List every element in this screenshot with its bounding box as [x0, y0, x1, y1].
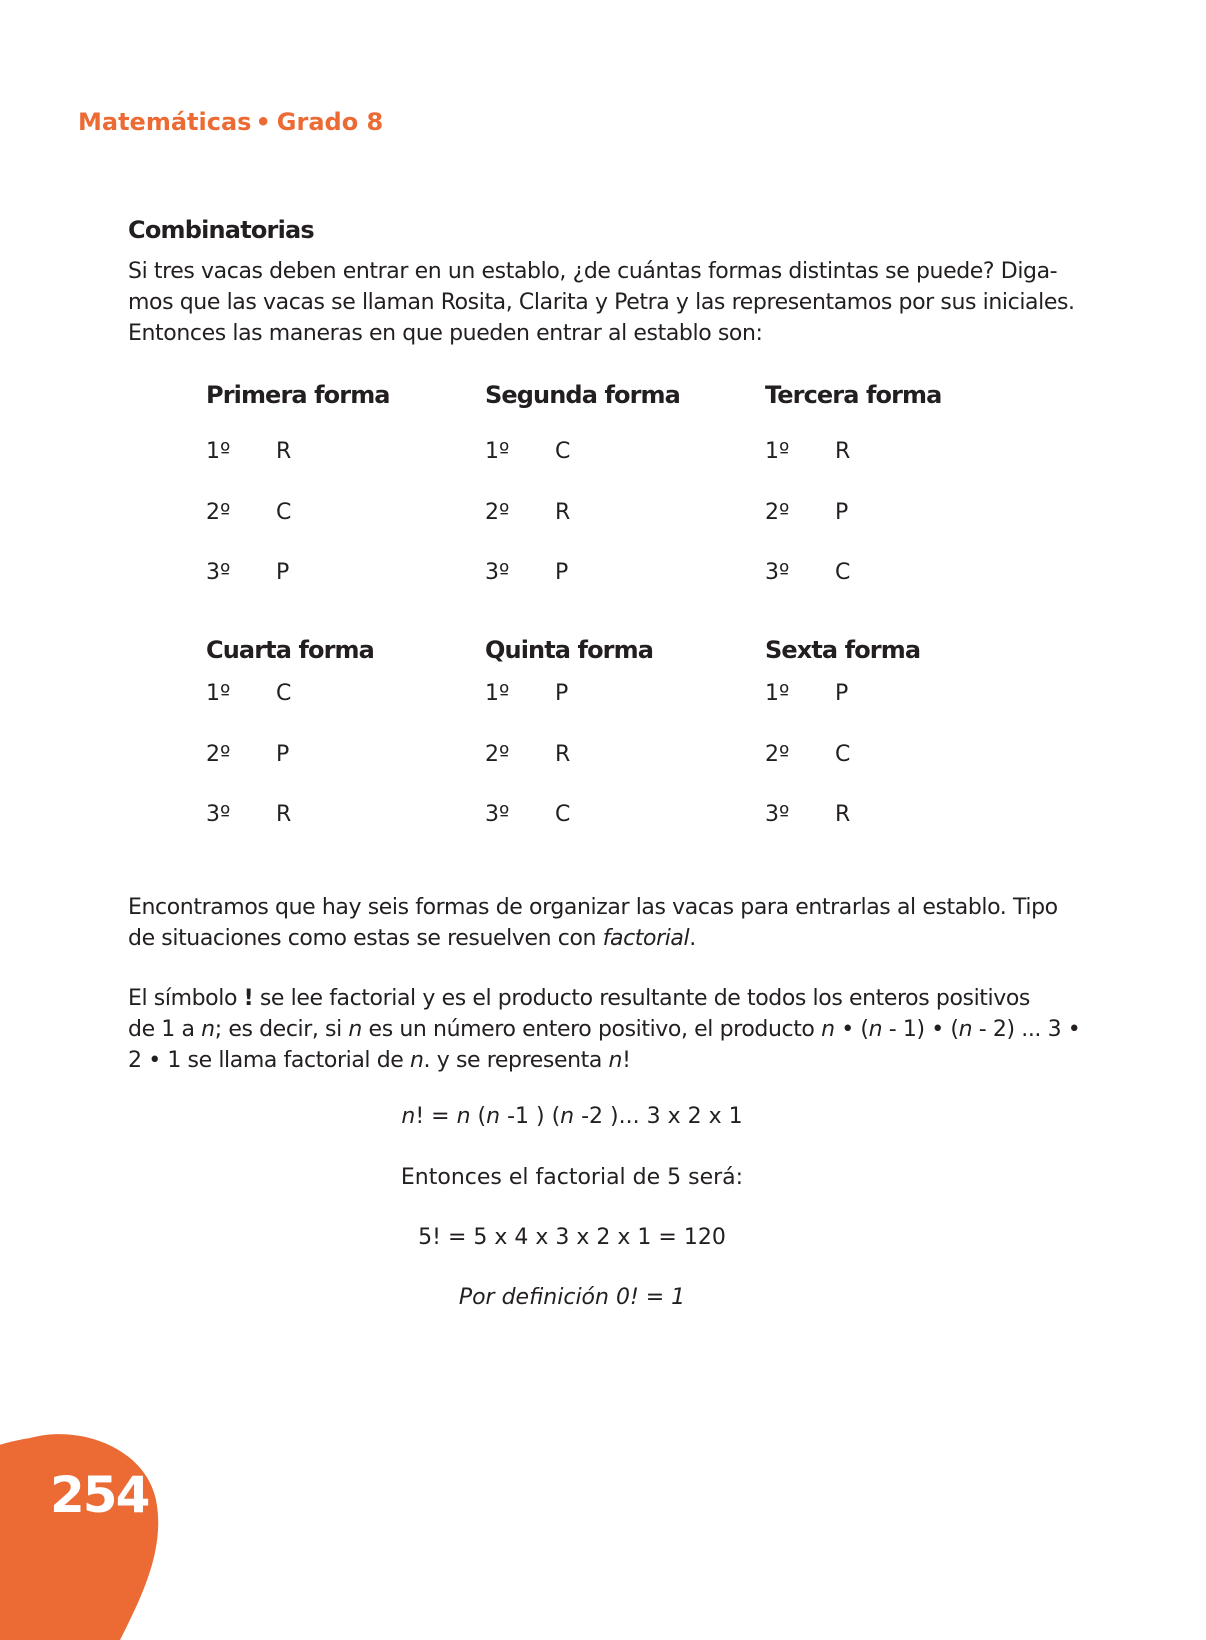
ordinal: 3º — [206, 802, 231, 827]
ordinal: 2º — [206, 500, 231, 525]
definition-line — [128, 1045, 1043, 1076]
ordinal: 1º — [206, 681, 231, 706]
factorial-term: factorial — [602, 926, 690, 951]
header-grade: Grado 8 — [276, 108, 384, 136]
form-row — [485, 680, 568, 708]
cow-initial: C — [835, 742, 851, 767]
ordinal: 1º — [765, 439, 790, 464]
cow-initial: R — [555, 500, 571, 525]
then-text: Entonces el factorial de 5 será: — [400, 1165, 744, 1190]
cow-initial: P — [555, 681, 569, 706]
form-row — [206, 499, 291, 527]
text-run: • ( — [834, 1017, 869, 1042]
form-row — [206, 741, 289, 769]
cow-initial: R — [555, 742, 571, 767]
form-row — [765, 801, 850, 829]
text-run: El símbolo — [128, 986, 244, 1011]
intro-line: mos que las vacas se llaman Rosita, Clarita y Petra y las representamos por sus iniciales. — [128, 290, 1075, 315]
definition-line — [128, 983, 1043, 1014]
page-number-blob — [0, 1430, 160, 1640]
cow-initial: P — [835, 681, 849, 706]
text-run: - 1) • ( — [882, 1017, 959, 1042]
text-run: es un número entero positivo, el producto — [361, 1017, 822, 1042]
header-subject: Matemáticas — [78, 108, 252, 136]
text-run: de situaciones como estas se resuelven con — [128, 926, 603, 951]
cow-initial: C — [276, 500, 292, 525]
form-block-4 — [206, 635, 476, 845]
zero-factorial-definition: Por definición 0! = 1 — [458, 1285, 686, 1310]
ordinal: 2º — [485, 742, 510, 767]
cow-initial: C — [835, 560, 851, 585]
page-number: 254 — [50, 1466, 149, 1524]
text-run: de 1 a — [128, 1017, 202, 1042]
intro-line: Entonces las maneras en que pueden entrar al establo son: — [128, 321, 763, 346]
form-row — [485, 741, 570, 769]
variable-n: n — [560, 1104, 575, 1129]
form-block-1 — [206, 380, 476, 590]
ordinal: 2º — [765, 500, 790, 525]
header-bullet: • — [255, 108, 271, 136]
ordinal: 1º — [485, 681, 510, 706]
section-title: Combinatorias — [128, 216, 314, 244]
conclusion-line: Encontramos que hay seis formas de organizar las vacas para entrarlas al establo. Tipo — [128, 895, 1058, 920]
form-row — [765, 741, 850, 769]
definition-line — [128, 1014, 1081, 1045]
text-run: . y se representa — [423, 1048, 609, 1073]
cow-initial: R — [276, 439, 292, 464]
text-run: ; es decir, si — [214, 1017, 349, 1042]
ordinal: 3º — [765, 560, 790, 585]
ordinal: 3º — [485, 560, 510, 585]
variable-n: n — [410, 1048, 424, 1073]
conclusion-line — [128, 923, 1043, 954]
variable-n: n — [958, 1017, 973, 1042]
form-block-6 — [765, 635, 1035, 845]
example-formula: 5! = 5 x 4 x 3 x 2 x 1 = 120 — [418, 1225, 726, 1250]
variable-n: n — [486, 1104, 501, 1129]
conclusion-paragraph — [128, 892, 1058, 954]
variable-n: n — [348, 1017, 362, 1042]
variable-n: n — [608, 1048, 623, 1073]
form-title: Segunda forma — [485, 381, 680, 409]
form-row — [485, 438, 570, 466]
cow-initial: R — [835, 439, 851, 464]
text-run: - 2) ... 3 • — [972, 1017, 1081, 1042]
ordinal: 1º — [206, 439, 231, 464]
ordinal: 1º — [485, 439, 510, 464]
cow-initial: R — [835, 802, 851, 827]
ordinal: 2º — [485, 500, 510, 525]
cow-initial: P — [276, 742, 290, 767]
form-row — [485, 801, 570, 829]
ordinal: 2º — [765, 742, 790, 767]
form-title: Sexta forma — [765, 636, 921, 664]
form-row — [485, 559, 568, 587]
intro-line: Si tres vacas deben entrar en un establo, ¿de cuántas formas distintas se puede? Diga- — [128, 259, 1058, 284]
form-title: Quinta forma — [485, 636, 653, 664]
form-block-3 — [765, 380, 1035, 590]
text-run: ! — [622, 1048, 631, 1073]
form-title: Primera forma — [206, 381, 390, 409]
form-row — [765, 438, 850, 466]
text-run: ! = — [415, 1104, 457, 1129]
ordinal: 2º — [206, 742, 231, 767]
form-row — [485, 499, 570, 527]
text-run: se lee factorial y es el producto resultante de todos los enteros positivos — [253, 986, 1030, 1011]
ordinal: 3º — [485, 802, 510, 827]
cow-initial: C — [555, 802, 571, 827]
form-block-2 — [485, 380, 755, 590]
form-title: Tercera forma — [765, 381, 942, 409]
text-run: -1 ) ( — [500, 1104, 561, 1129]
factorial-symbol: ! — [243, 986, 254, 1011]
variable-n: n — [201, 1017, 215, 1042]
definition-paragraph — [128, 983, 1081, 1076]
cow-initial: C — [276, 681, 292, 706]
cow-initial: P — [555, 560, 569, 585]
ordinal: 3º — [206, 560, 231, 585]
text-run: -2 )... 3 x 2 x 1 — [574, 1104, 743, 1129]
page-number-blob-shape — [0, 1434, 158, 1640]
cow-initial: R — [276, 802, 292, 827]
intro-paragraph — [128, 256, 1075, 349]
form-row — [206, 801, 291, 829]
variable-n: n — [456, 1104, 471, 1129]
text-run: . — [689, 926, 696, 951]
form-row — [765, 499, 848, 527]
form-block-5 — [485, 635, 755, 845]
variable-n: n — [401, 1104, 416, 1129]
page-header — [78, 108, 383, 136]
factorial-formula — [0, 1104, 1144, 1129]
form-row — [206, 559, 289, 587]
form-row — [765, 559, 850, 587]
cow-initial: P — [276, 560, 290, 585]
form-title: Cuarta forma — [206, 636, 374, 664]
variable-n: n — [821, 1017, 835, 1042]
form-row — [765, 680, 848, 708]
cow-initial: P — [835, 500, 849, 525]
text-run: 2 • 1 se llama factorial de — [128, 1048, 410, 1073]
cow-initial: C — [555, 439, 571, 464]
form-row — [206, 438, 291, 466]
form-row — [206, 680, 291, 708]
text-run: ( — [470, 1104, 487, 1129]
ordinal: 1º — [765, 681, 790, 706]
ordinal: 3º — [765, 802, 790, 827]
variable-n: n — [868, 1017, 883, 1042]
